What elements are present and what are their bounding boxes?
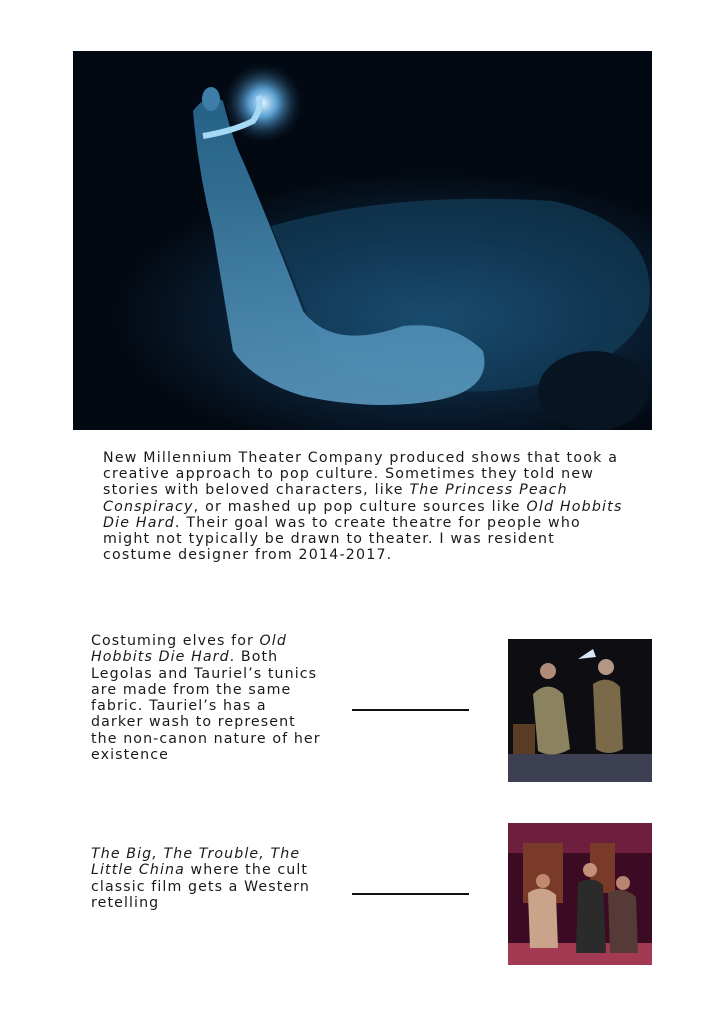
western-stage-photo-icon	[508, 823, 652, 965]
stage-photo-woman-in-blue-light-icon	[73, 51, 652, 430]
divider-line	[352, 709, 469, 711]
caption-big-trouble: The Big, The Trouble, The Little China where the cult classic film gets a Western retelling	[91, 846, 310, 911]
hero-stage-photo	[73, 51, 652, 430]
western-photo	[508, 823, 652, 965]
caption-elves: Costuming elves for Old Hobbits Die Hard. Both Legolas and Tauriel’s tunics are made from the same fabric. Tauriel’s has a darker wash to represent the non-canon nature of her existence	[91, 633, 321, 764]
elves-stage-photo-icon	[508, 639, 652, 782]
intro-paragraph: New Millennium Theater Company produced shows that took a creative approach to pop culture. Sometimes they told new stories with beloved characters, like The Princess Peach Conspiracy, or mashed up pop culture sources like Old Hobbits Die Hard. Their goal was to create theatre for people who might not typically be drawn to theater. I was resident costume designer from 2014-2017.	[103, 450, 623, 564]
elves-photo	[508, 639, 652, 782]
divider-line	[352, 893, 469, 895]
